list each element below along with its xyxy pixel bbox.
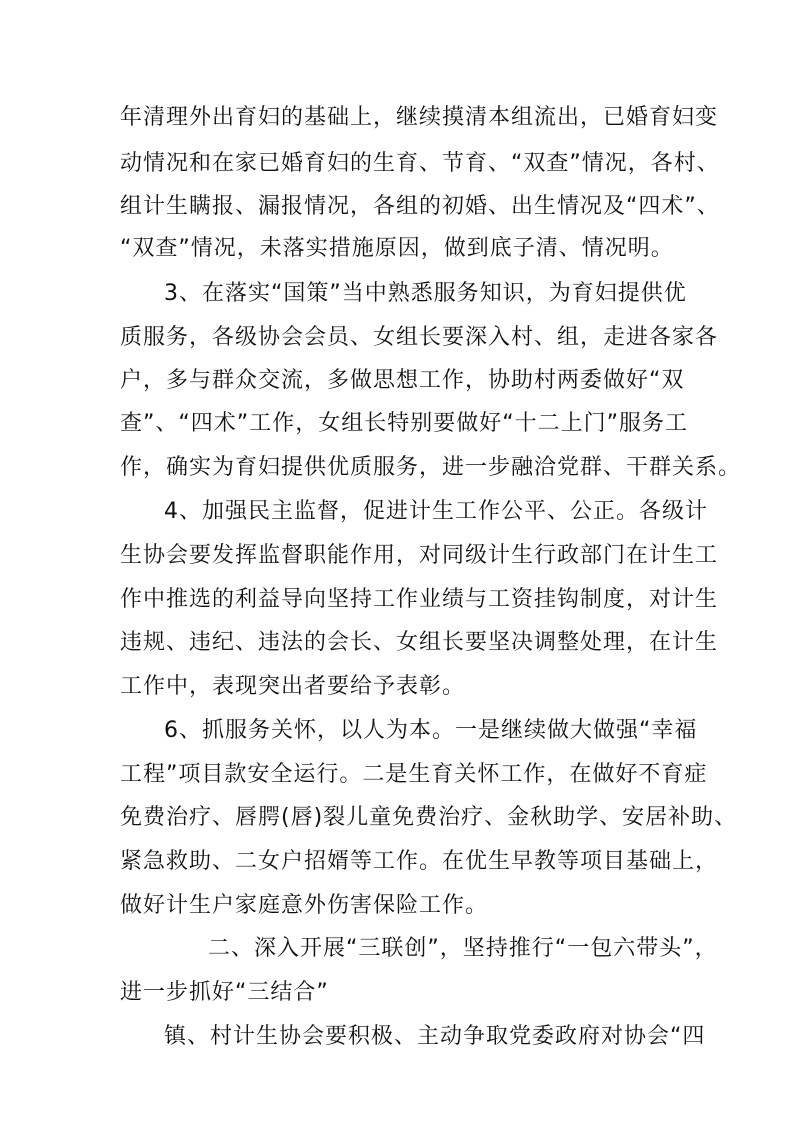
text-line: 紧急救助、二女户招婿等工作。在优生早教等项目基础上， xyxy=(120,849,719,874)
text-line: 生协会要发挥监督职能作用，对同级计生行政部门在计生工 xyxy=(120,543,719,568)
paragraph-4-first-line: 4、加强民主监督，促进计生工作公平、公正。各级计 xyxy=(164,499,708,524)
text-line: 组计生瞒报、漏报情况，各组的初婚、出生情况及“四术”、 xyxy=(120,194,720,219)
text-line: 做好计生户家庭意外伤害保险工作。 xyxy=(120,893,489,918)
text-line: 查”、“四术”工作，女组长特别要做好“十二上门”服务工 xyxy=(120,411,688,436)
section-heading-line-2: 进一步抓好“三结合” xyxy=(120,980,329,1005)
text-line: 免费治疗、唇腭(唇)裂儿童免费治疗、金秋助学、安居补助、 xyxy=(120,805,738,830)
text-line: 作中推选的利益导向坚持工作业绩与工资挂钩制度，对计生 xyxy=(120,587,719,612)
paragraph-3-first-line: 3、在落实“国策”当中熟悉服务知识，为育妇提供优 xyxy=(164,281,687,306)
text-line: 工程”项目款安全运行。二是生育关怀工作，在做好不育症 xyxy=(120,762,708,787)
paragraph-6-first-line: 6、抓服务关怀，以人为本。一是继续做大做强“幸福 xyxy=(164,718,698,743)
text-line: 户，多与群众交流，多做思想工作，协助村两委做好“双 xyxy=(120,368,685,393)
section-heading-line-1: 二、深入开展“三联创”，坚持推行“一包六带头”， xyxy=(208,936,718,961)
text-line: “双查”情况，未落实措施原因，做到底子清、情况明。 xyxy=(120,236,674,261)
text-line: 年清理外出育妇的基础上，继续摸清本组流出，已婚育妇变 xyxy=(120,105,719,130)
text-line: 违规、违纪、违法的会长、女组长要坚决调整处理，在计生 xyxy=(120,630,719,655)
paragraph-text: 镇、村计生协会要积极、主动争取党委政府对协会“四 xyxy=(164,1024,706,1049)
text-line: 工作中，表现突出者要给予表彰。 xyxy=(120,674,466,699)
text-line: 动情况和在家已婚育妇的生育、节育、“双查”情况，各村、 xyxy=(120,151,720,176)
text-line: 质服务，各级协会会员、女组长要深入村、组，走进各家各 xyxy=(120,325,719,350)
text-line: 作，确实为育妇提供优质服务，进一步融洽党群、干群关系。 xyxy=(120,455,742,480)
